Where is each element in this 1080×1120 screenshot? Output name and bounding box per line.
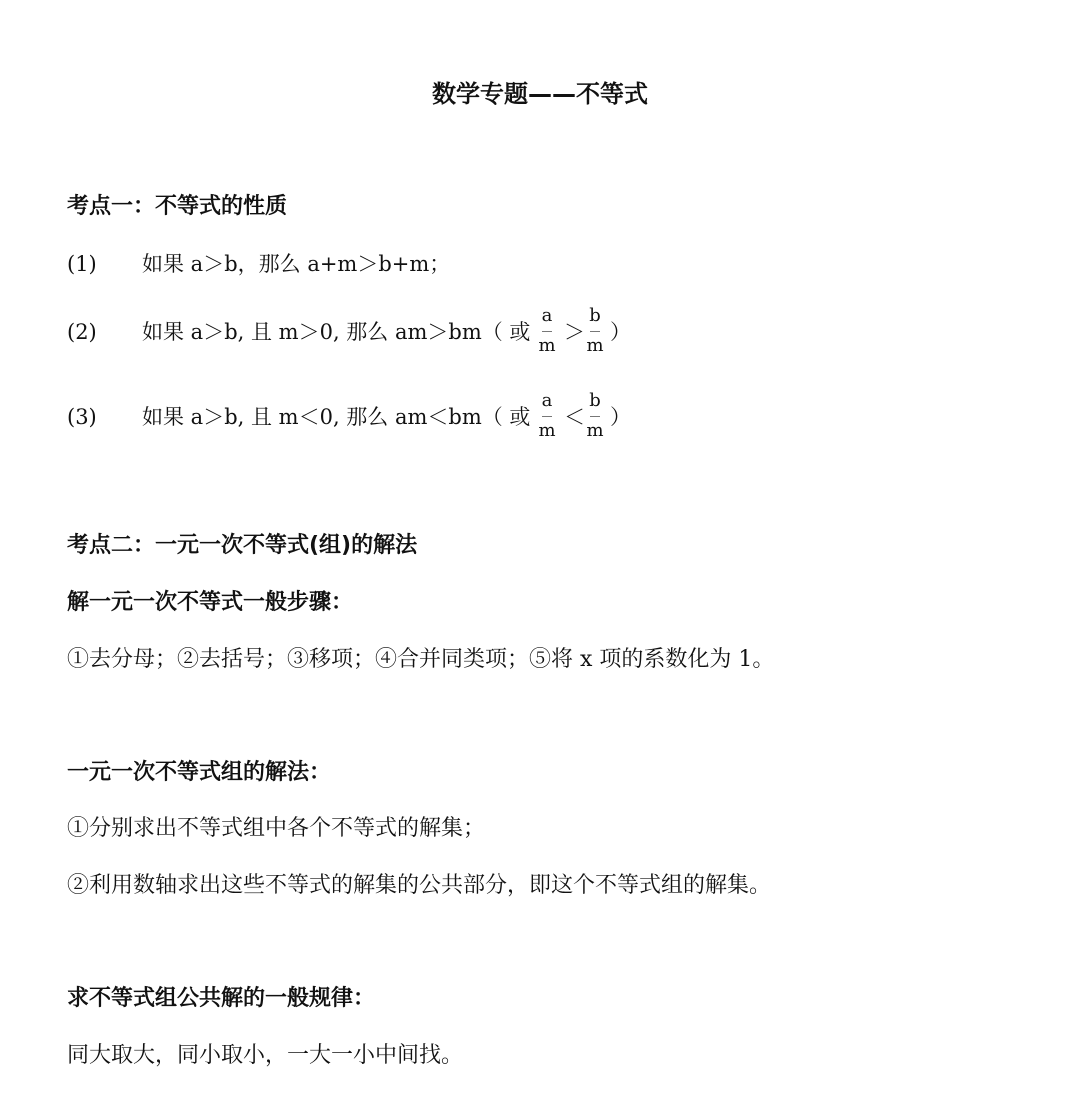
fraction-a-over-m <box>537 306 557 358</box>
numerator: b <box>589 390 601 411</box>
property-item-1 <box>0 248 1080 280</box>
numerator: a <box>541 305 553 326</box>
system-method-step-1: ①分别求出不等式组中各个不等式的解集； <box>67 816 486 841</box>
denominator: m <box>586 420 604 441</box>
system-method-heading: 一元一次不等式组的解法： <box>67 760 332 785</box>
item-number: (3) <box>67 405 97 429</box>
steps-heading: 解一元一次不等式一般步骤： <box>67 590 354 615</box>
numerator: a <box>541 390 553 411</box>
numerator: b <box>589 305 601 326</box>
denominator: m <box>586 335 604 356</box>
fraction-bar <box>590 416 600 417</box>
item-text: 如果 a＞b, 且 m＜0, 那么 am＜bm（ 或 <box>142 405 531 429</box>
page-title: 数学专题——不等式 <box>432 80 648 108</box>
property-item-2 <box>0 300 1080 370</box>
fraction-b-over-m <box>585 306 605 358</box>
section2-heading: 考点二：一元一次不等式(组)的解法 <box>67 533 418 558</box>
system-method-step-2: ②利用数轴求出这些不等式的解集的公共部分，即这个不等式组的解集。 <box>67 873 772 898</box>
fraction-bar <box>542 331 552 332</box>
fraction-bar <box>542 416 552 417</box>
close-paren: ） <box>610 405 631 429</box>
fraction-b-over-m <box>585 391 605 443</box>
denominator: m <box>538 420 556 441</box>
item-number: (1) <box>67 252 97 276</box>
item-number: (2) <box>67 320 97 344</box>
fraction-bar <box>590 331 600 332</box>
comparison-operator: ＞ <box>564 320 585 344</box>
denominator: m <box>538 335 556 356</box>
steps-text: ①去分母；②去括号；③移项；④合并同类项；⑤将 x 项的系数化为 1。 <box>67 647 775 672</box>
fraction-a-over-m <box>537 391 557 443</box>
section1-heading: 考点一：不等式的性质 <box>67 194 288 219</box>
item-text: 如果 a＞b，那么 a+m＞b+m； <box>142 252 451 276</box>
property-item-3 <box>0 385 1080 455</box>
close-paren: ） <box>610 320 631 344</box>
common-solution-rule-heading: 求不等式组公共解的一般规律： <box>67 986 376 1011</box>
common-solution-rule-text: 同大取大，同小取小，一大一小中间找。 <box>67 1043 464 1068</box>
item-text: 如果 a＞b, 且 m＞0, 那么 am＞bm（ 或 <box>142 320 531 344</box>
comparison-operator: ＜ <box>564 405 585 429</box>
